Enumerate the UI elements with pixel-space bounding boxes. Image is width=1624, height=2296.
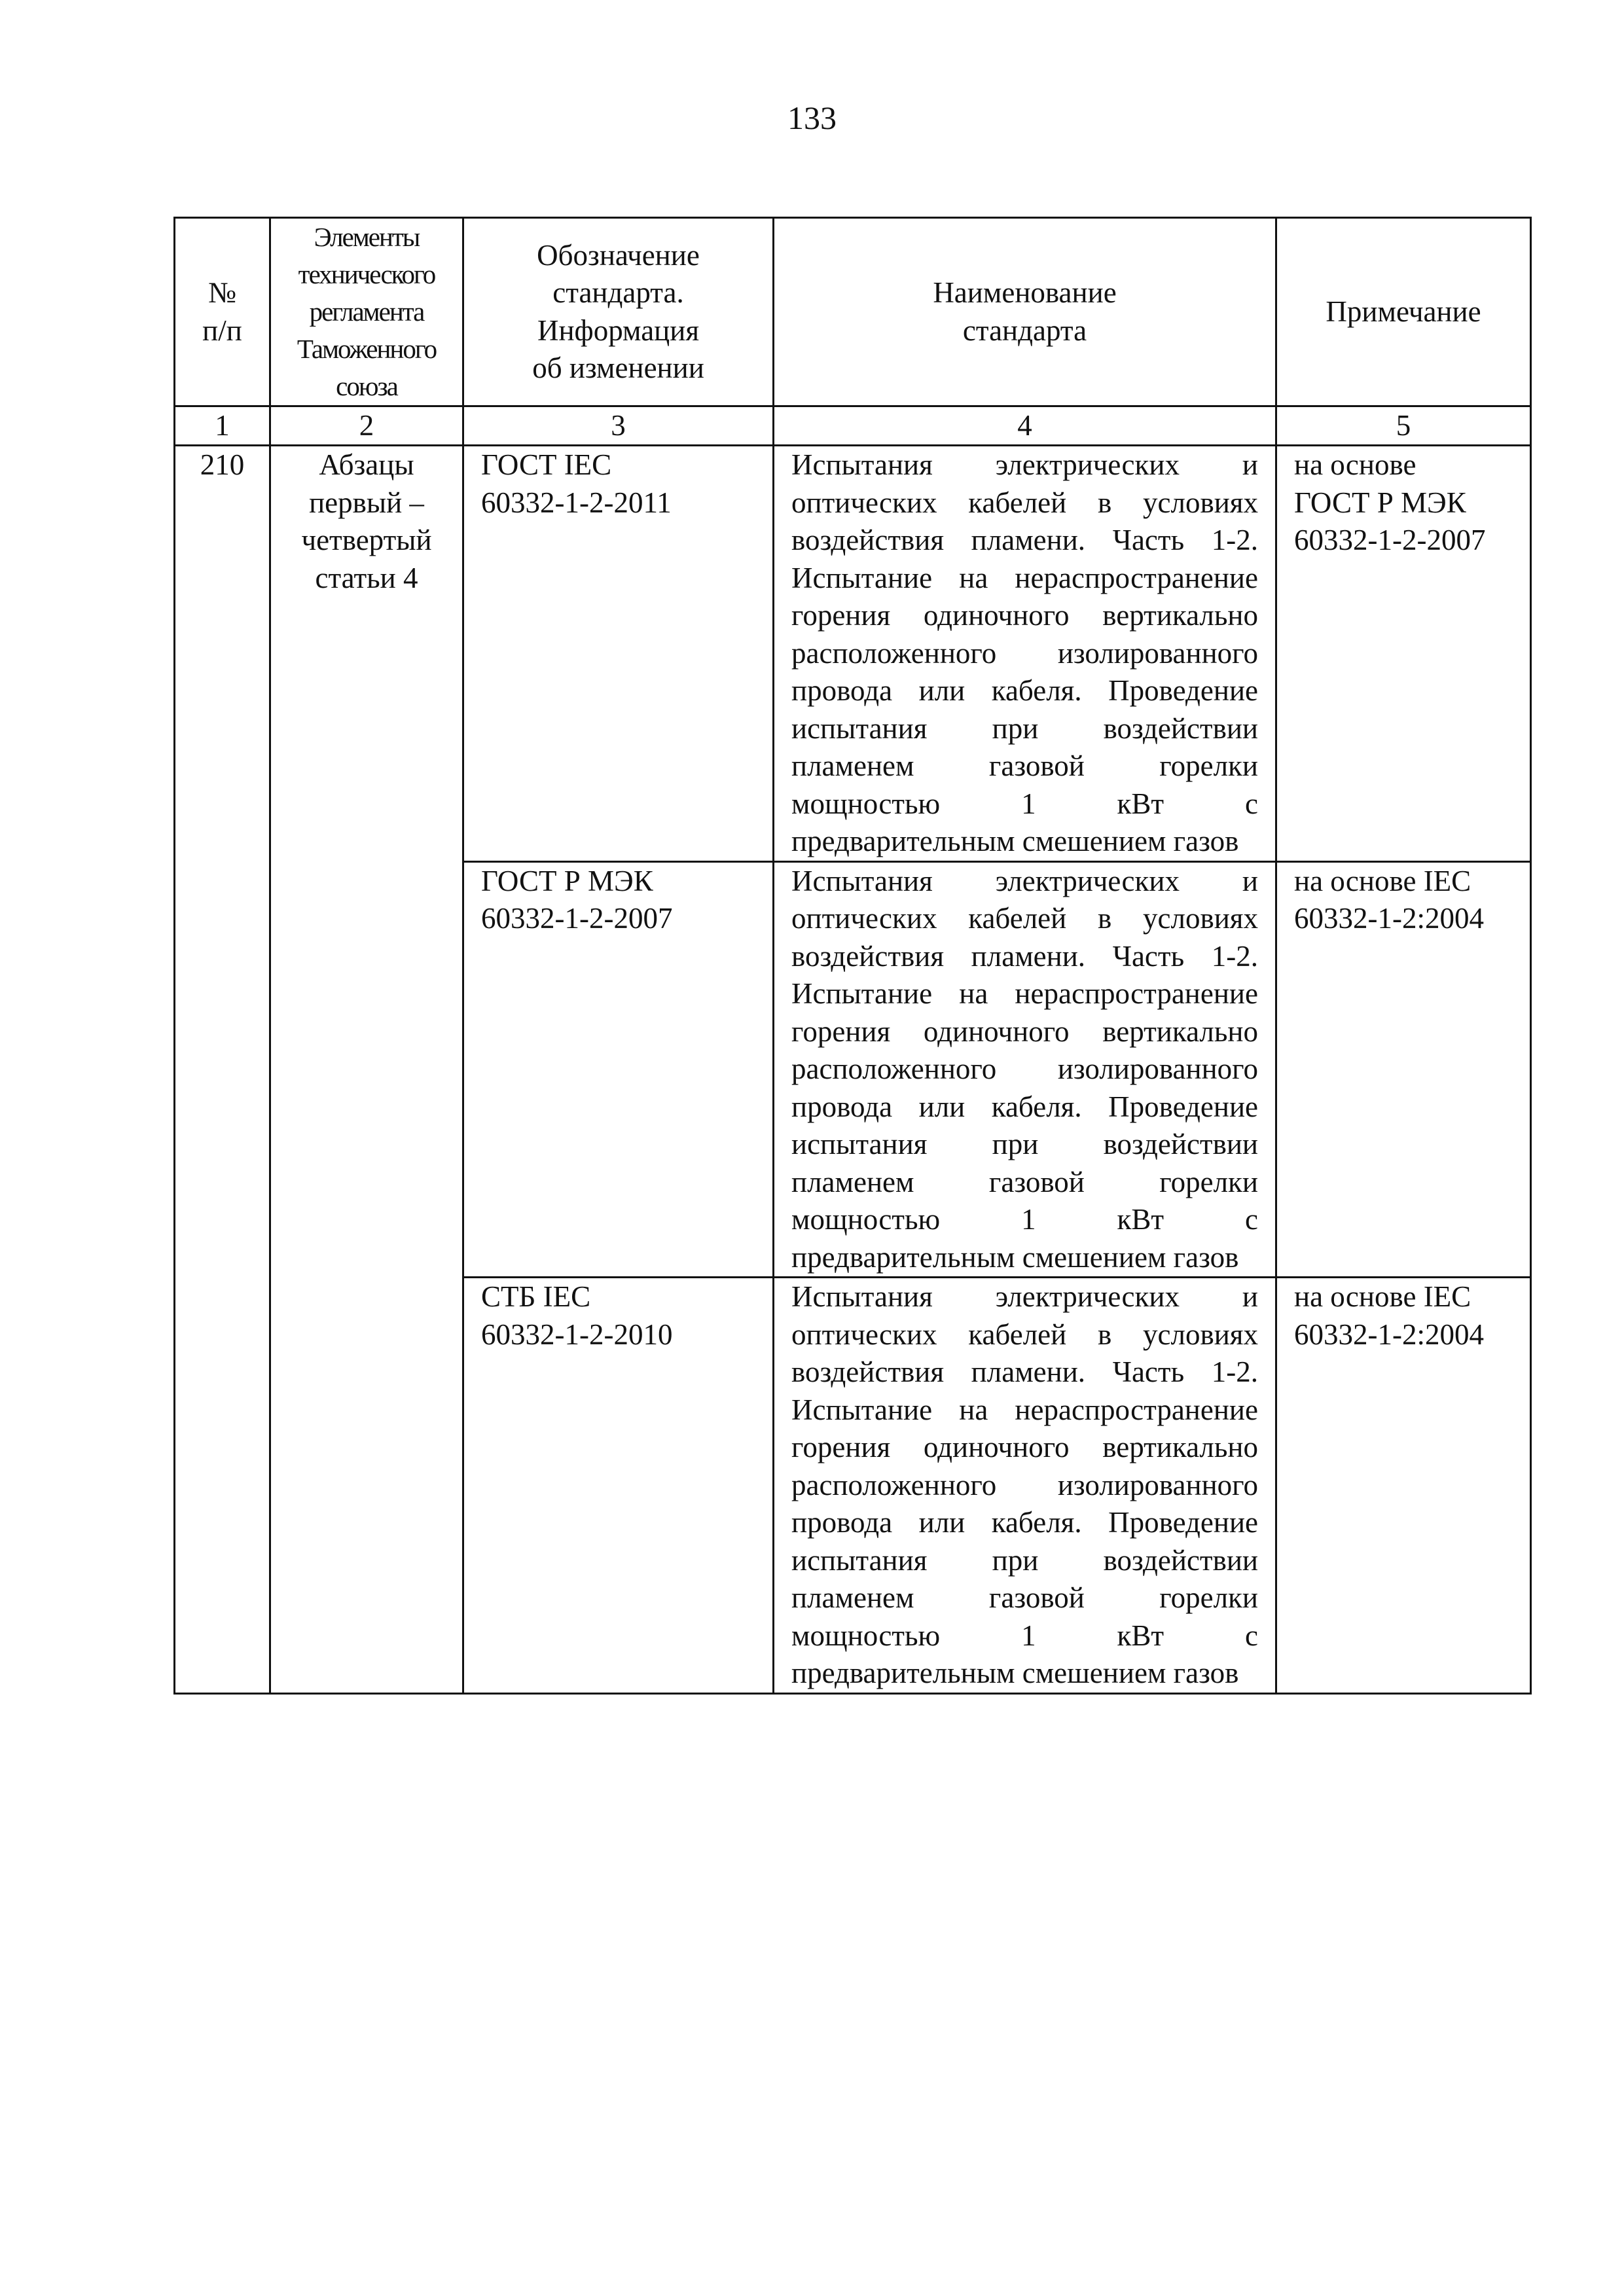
standard-designation: ГОСТ IEC 60332-1-2-2011 <box>463 446 774 862</box>
header-designation: Обозначение стандарта. Информация об изменении <box>463 218 774 406</box>
column-number: 2 <box>270 406 463 446</box>
standard-name: Испытания электрических и оптических кабелей в условиях воздействия пламени. Часть 1-2. Испытание на нераспространение горения одиночного вертикально расположенного изолированного провода или кабеля. Проведение испытания при воздействии пламенем газовой горелки мощностью 1 кВт с предварительным смешением газов <box>774 1278 1276 1694</box>
standard-name: Испытания электрических и оптических кабелей в условиях воздействия пламени. Часть 1-2. Испытание на нераспространение горения одиночного вертикально расположенного изолированного провода или кабеля. Проведение испытания при воздействии пламенем газовой горелки мощностью 1 кВт с предварительным смешением газов <box>774 446 1276 862</box>
header-element: Элементы технического регламента Таможенного союза <box>270 218 463 406</box>
page-number: 133 <box>787 99 837 136</box>
standard-designation: СТБ IEC 60332-1-2-2010 <box>463 1278 774 1694</box>
table-row <box>175 446 1531 862</box>
standard-note: на основе ГОСТ Р МЭК 60332-1-2-2007 <box>1276 446 1531 862</box>
standards-table <box>173 217 1532 1695</box>
header-name: Наименование стандарта <box>774 218 1276 406</box>
standard-designation: ГОСТ Р МЭК 60332-1-2-2007 <box>463 861 774 1278</box>
column-number: 4 <box>774 406 1276 446</box>
standard-note: на основе IEC 60332-1-2:2004 <box>1276 861 1531 1278</box>
column-number: 1 <box>175 406 270 446</box>
entry-element: Абзацы первый – четвертый статьи 4 <box>270 446 463 1694</box>
entry-number: 210 <box>175 446 270 1694</box>
column-number: 5 <box>1276 406 1531 446</box>
column-numbers-row <box>175 406 1531 446</box>
header-row <box>175 218 1531 406</box>
header-number: № п/п <box>175 218 270 406</box>
header-note: Примечание <box>1276 218 1531 406</box>
standard-note: на основе IEC 60332-1-2:2004 <box>1276 1278 1531 1694</box>
column-number: 3 <box>463 406 774 446</box>
standard-name: Испытания электрических и оптических кабелей в условиях воздействия пламени. Часть 1-2. Испытание на нераспространение горения одиночного вертикально расположенного изолированного провода или кабеля. Проведение испытания при воздействии пламенем газовой горелки мощностью 1 кВт с предварительным смешением газов <box>774 861 1276 1278</box>
